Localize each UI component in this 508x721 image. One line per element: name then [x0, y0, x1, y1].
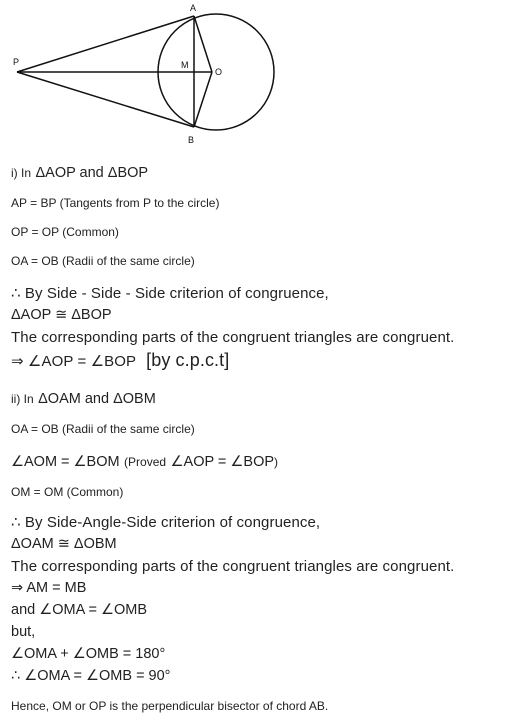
part2-heading: ii) In ΔOAM and ΔOBM	[11, 391, 156, 407]
part2-line1: OA = OB (Radii of the same circle)	[11, 422, 195, 436]
label-a: A	[190, 3, 197, 13]
part1-line6: The corresponding parts of the congruent triangles are congruent.	[11, 329, 455, 346]
geometry-figure	[0, 0, 508, 152]
part1-line3: OA = OB (Radii of the same circle)	[11, 254, 195, 268]
part2-line7: ⇒ AM = MB	[11, 580, 87, 596]
part2-line6: The corresponding parts of the congruent triangles are congruent.	[11, 558, 455, 575]
conclusion: Hence, OM or OP is the perpendicular bisector of chord AB.	[11, 699, 329, 713]
tangent-pb	[17, 72, 194, 127]
part1-line2: OP = OP (Common)	[11, 225, 119, 239]
part2-line3: OM = OM (Common)	[11, 485, 124, 499]
part1-line7: ⇒ ∠AOP = ∠BOP [by c.p.c.t]	[11, 350, 230, 370]
label-b: B	[188, 135, 195, 145]
tangent-pa	[17, 16, 194, 72]
label-m: M	[181, 60, 189, 70]
radius-oa	[194, 16, 212, 72]
part2-line8: and ∠OMA = ∠OMB	[11, 602, 148, 618]
part1-line1: AP = BP (Tangents from P to the circle)	[11, 196, 220, 210]
part1-line4: ∴ By Side - Side - Side criterion of congruence,	[11, 285, 329, 302]
part2-line9: but,	[11, 624, 36, 640]
part1-heading: i) In ΔAOP and ΔBOP	[11, 165, 149, 181]
part1-line5: ΔAOP ≅ ΔBOP	[11, 307, 112, 323]
label-o: O	[215, 67, 223, 77]
part2-line5: ΔOAM ≅ ΔOBM	[11, 536, 117, 552]
radius-ob	[194, 72, 212, 127]
part2-line10: ∠OMA + ∠OMB = 180°	[11, 646, 166, 662]
part2-line4: ∴ By Side-Angle-Side criterion of congruence,	[11, 514, 321, 531]
label-p: P	[13, 57, 20, 67]
part2-line2: ∠AOM = ∠BOM (Proved ∠AOP = ∠BOP)	[11, 454, 279, 470]
part2-line11: ∴ ∠OMA = ∠OMB = 90°	[11, 668, 171, 684]
